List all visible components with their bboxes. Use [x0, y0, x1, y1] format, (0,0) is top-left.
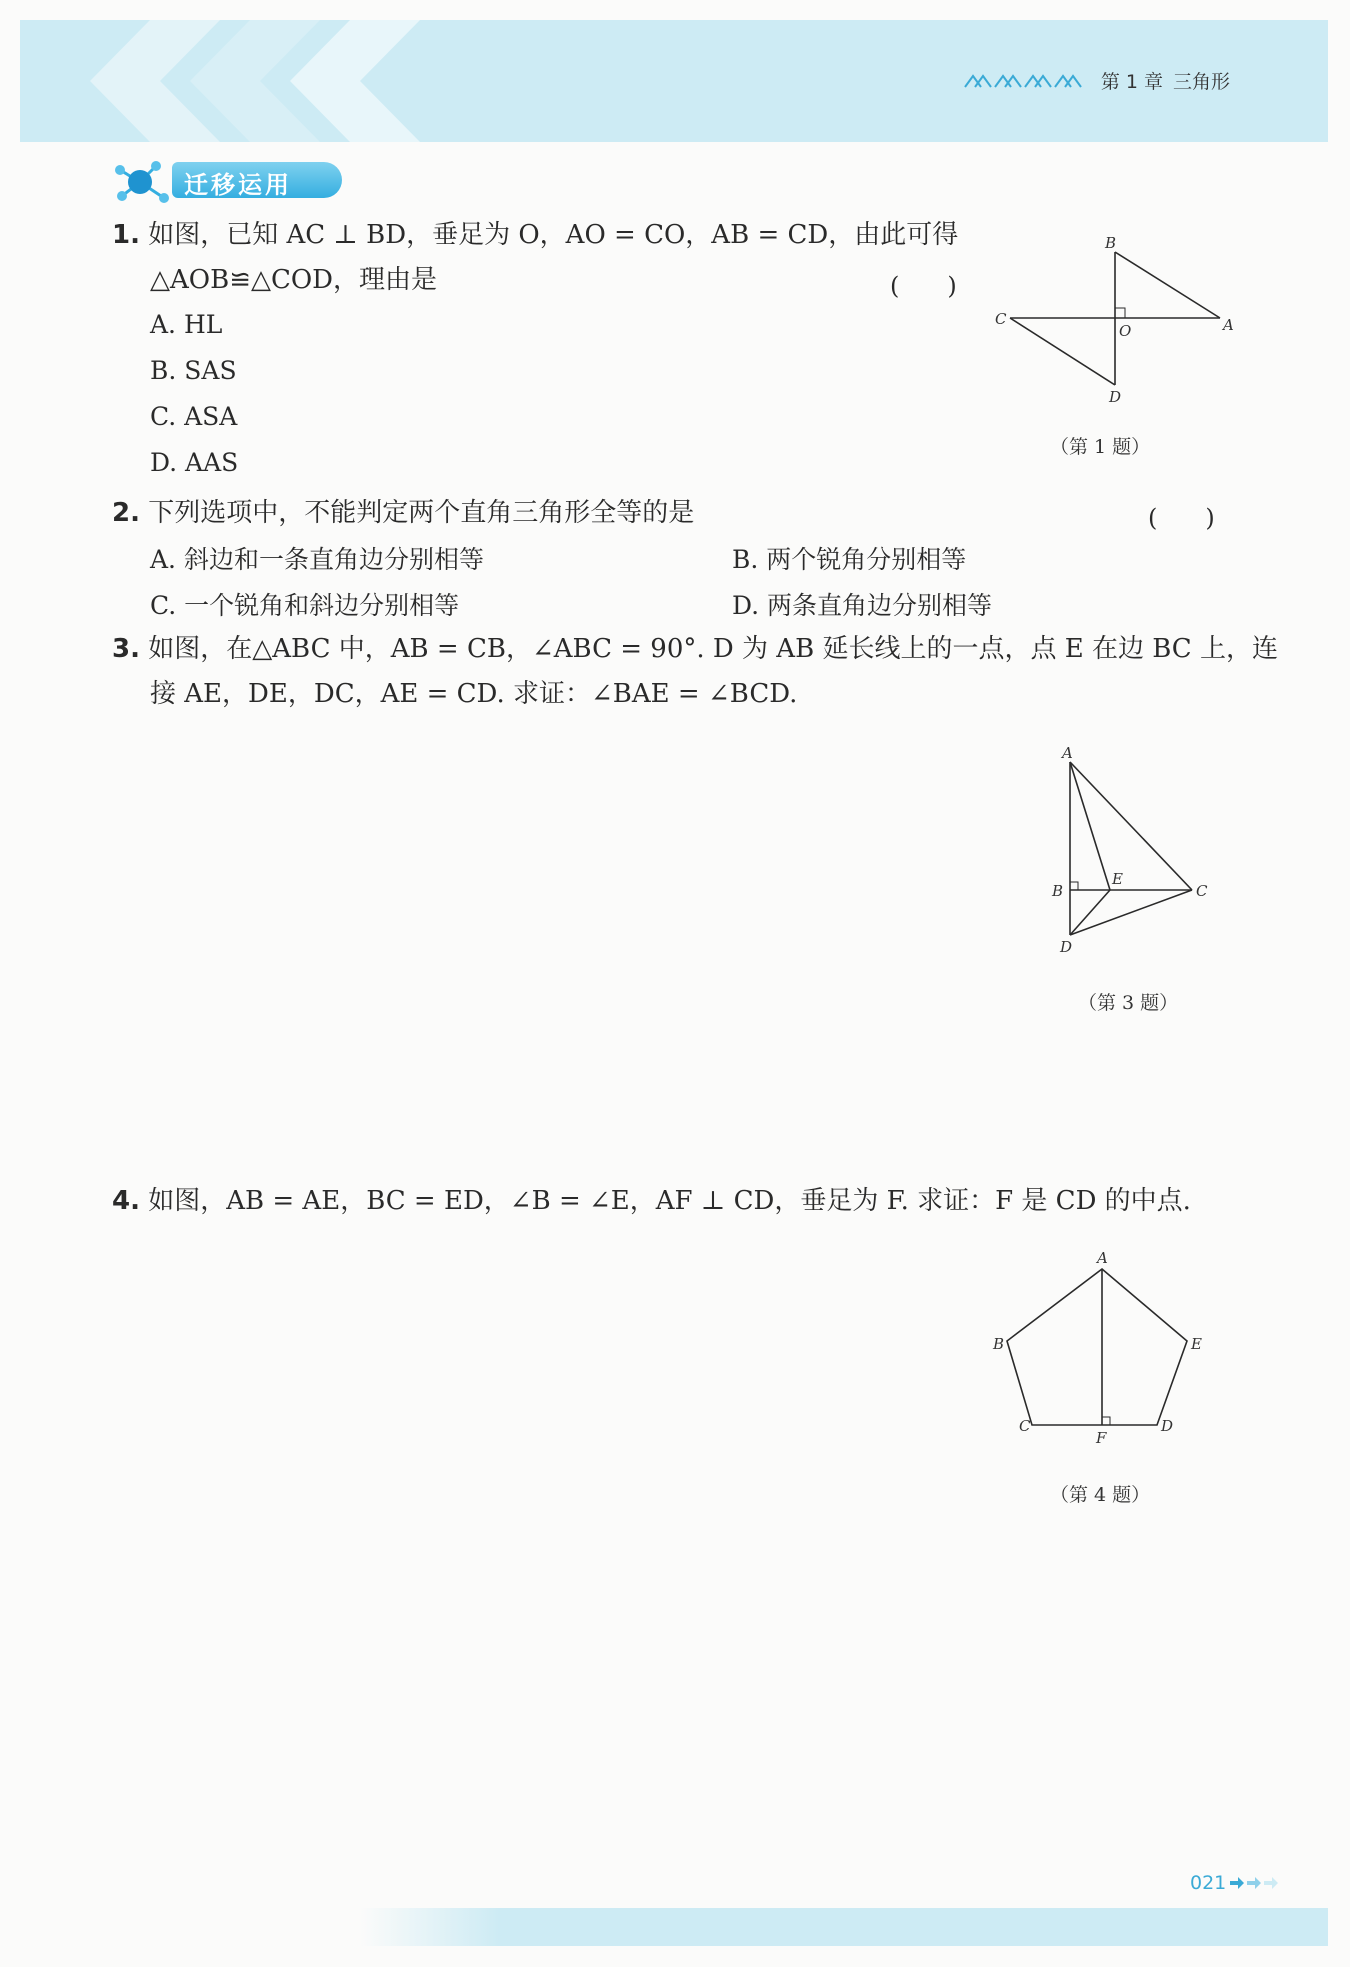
question-2-text: 下列选项中，不能判定两个直角三角形全等的是 [148, 498, 695, 528]
label-d: D [1109, 388, 1122, 406]
question-1-answer-paren: ( ) [890, 272, 957, 300]
chapter-title: 三角形 [1172, 71, 1230, 93]
segment-ac [1070, 762, 1192, 890]
figure-1 [985, 230, 1235, 410]
question-1-text: 如图，已知 AC ⊥ BD，垂足为 O，AO = CO，AB = CD，由此可得 [148, 220, 959, 250]
figure-3-caption: （第 3 题） [1078, 992, 1179, 1014]
question-3-line1 [112, 626, 1278, 672]
triangle-deco-icon [963, 73, 1083, 89]
question-1-line1 [112, 212, 958, 258]
question-2-option-c: C. 一个锐角和斜边分别相等 [150, 591, 460, 620]
question-2-option-d: D. 两条直角边分别相等 [732, 591, 993, 620]
question-3-line2: 接 AE，DE，DC，AE = CD. 求证：∠BAE = ∠BCD. [150, 679, 798, 709]
question-2-line1 [112, 490, 694, 536]
section-badge [112, 158, 348, 200]
label-d: D [1060, 938, 1073, 956]
question-3-number: 3. [112, 634, 140, 664]
label-c: C [1019, 1417, 1031, 1435]
question-1-line2: △AOB≌△COD，理由是 [150, 265, 438, 295]
question-2-option-b: B. 两个锐角分别相等 [732, 545, 967, 574]
label-a: A [1097, 1249, 1108, 1267]
label-b: B [993, 1335, 1005, 1353]
figure-3 [1040, 740, 1220, 960]
question-4-number: 4. [112, 1186, 140, 1216]
label-c: C [995, 310, 1007, 328]
figure-4-caption: （第 4 题） [1050, 1484, 1151, 1506]
question-4-text: 如图，AB = AE，BC = ED，∠B = ∠E，AF ⊥ CD，垂足为 F. 求证：F 是 CD 的中点. [148, 1186, 1191, 1216]
question-3-text: 如图，在△ABC 中，AB = CB，∠ABC = 90°. D 为 AB 延长线上的一点，点 E 在边 BC 上，连 [148, 634, 1278, 664]
label-c: C [1196, 882, 1208, 900]
chapter-heading [963, 67, 1230, 94]
label-b: B [1052, 882, 1064, 900]
label-b: B [1105, 234, 1117, 252]
figure-4 [985, 1245, 1225, 1445]
question-1-number: 1. [112, 220, 140, 250]
segment-ae [1070, 762, 1110, 890]
label-d: D [1161, 1417, 1174, 1435]
question-1-option-b: B. SAS [150, 356, 237, 385]
arrow-right-icon [1230, 1877, 1278, 1889]
footer-fade [360, 1908, 500, 1946]
label-e: E [1191, 1335, 1202, 1353]
pentagon-abcde [1007, 1269, 1187, 1425]
segment-ab [1115, 252, 1220, 318]
question-2-number: 2. [112, 498, 140, 528]
header-chevron-deco [20, 20, 480, 142]
label-f: F [1096, 1429, 1107, 1445]
label-a: A [1223, 316, 1234, 334]
section-title: 迁移运用 [184, 171, 292, 199]
segment-cd [1010, 318, 1115, 385]
segment-dc [1070, 890, 1192, 935]
question-1-option-a: A. HL [150, 310, 223, 339]
label-e: E [1112, 870, 1123, 888]
footer-band [360, 1908, 1328, 1946]
chapter-number: 第 1 章 [1100, 71, 1163, 93]
figure-1-caption: （第 1 题） [1050, 436, 1151, 458]
label-a: A [1062, 744, 1073, 762]
question-2-option-a: A. 斜边和一条直角边分别相等 [150, 545, 484, 574]
label-o: O [1119, 322, 1132, 340]
page-number [1190, 1872, 1278, 1894]
question-1-option-d: D. AAS [150, 448, 239, 477]
page-number-text: 021 [1190, 1872, 1227, 1894]
question-1-option-c: C. ASA [150, 402, 238, 431]
question-4-line1 [112, 1178, 1191, 1224]
question-2-answer-paren: ( ) [1148, 504, 1215, 532]
